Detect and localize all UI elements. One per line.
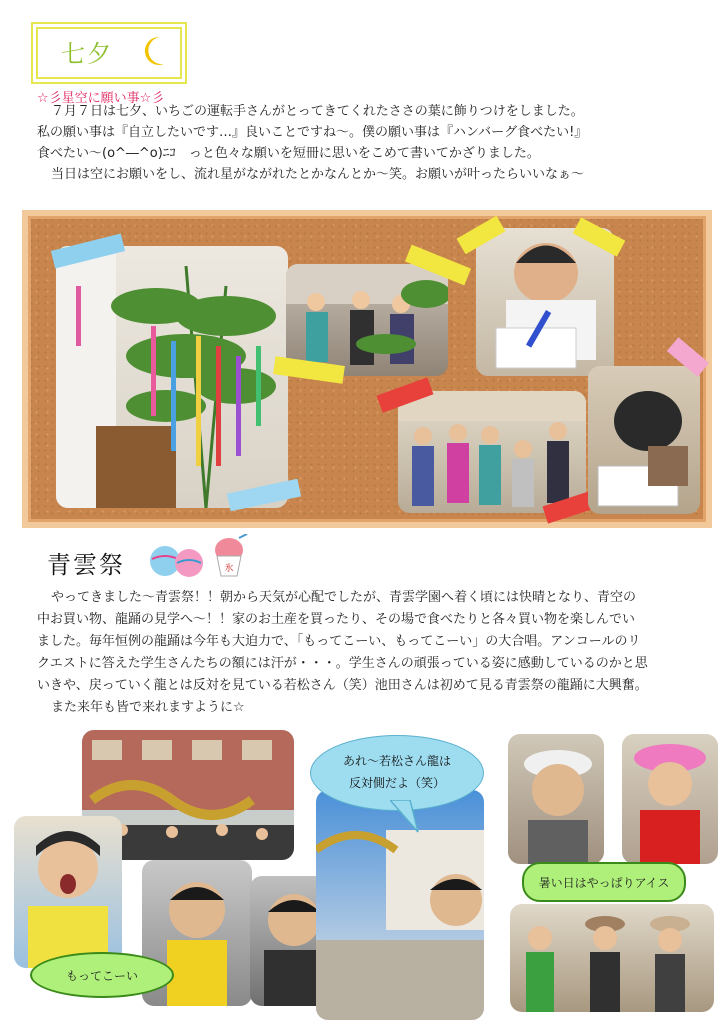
tanabata-title-box [31, 22, 187, 84]
seiunsai-paragraph-line: ました。毎年恒例の龍踊は今年も大迫力で、「もってこーい、もってこーい」の大合唱。アンコールのリ [37, 634, 641, 649]
seiunsai-paragraph-line: また来年も皆で来れますように☆ [51, 700, 245, 715]
tanabata-paragraph-line: 当日は空にお願いをし、流れ星がながれたとかなんとか～笑。お願いが叶ったらいいなぁ～ [51, 167, 585, 182]
tanabata-paragraph-line: ７月７日は七夕、いちごの運転手さんがとってきてくれたささの葉に飾りつけをしました。 [51, 104, 584, 119]
group-with-ice-photo [510, 904, 714, 1012]
seiunsai-title: 青雲祭 [47, 551, 125, 579]
cork-board [22, 210, 712, 528]
tanabata-subtitle: ☆彡星空に願い事☆彡 [37, 91, 165, 106]
shaved-ice-icon [213, 534, 249, 580]
seiunsai-paragraph-line: やってきました～青雲祭！！朝から天気が心配でしたが、青雲学園へ着く頃には快晴となり、青空の [51, 590, 637, 605]
seiunsai-paragraph-line: 中お買い物、龍踊の見学へ～！！家のお土産を買ったり、その場で食べたりと各々買い物を楽しんでい [37, 612, 636, 627]
water-balloon-icon [147, 537, 207, 581]
tanabata-paragraph-line: 食べたい～(o^―^o)ﾆｺ っと色々な願いを短冊に思いをこめて書いてかざりました。 [37, 146, 540, 161]
seiunsai-paragraph-line: クエストに答えた学生さんたちの額には汗が・・・。学生さんの頑張っている姿に感動しているのかと思 [37, 656, 648, 671]
speech-bubble-top-line2: 反対側だよ（笑） [348, 776, 445, 790]
woman-surprised-photo [14, 816, 122, 968]
crescent-moon-icon [138, 34, 172, 68]
decorating-group-photo [286, 264, 448, 376]
tanabata-paragraph-line: 私の願い事は『自立したいです…』良いことですね～。僕の願い事は『ハンバーグ食べたい!』 [37, 125, 588, 140]
motte-koi-bubble: もってこーい [30, 952, 174, 998]
speech-bubble-top-line1: あれ～若松さん龍は [342, 754, 451, 768]
group-standing-photo [398, 391, 586, 513]
seiunsai-paragraph-line: いきや、戻っていく龍とは反対を見ている若松さん（笑）池田さんは初めて見る青雲祭の龍踊に大興奮。 [37, 678, 648, 693]
man-eating-ice-photo [508, 734, 604, 864]
speech-bubble-tail [390, 800, 420, 834]
bamboo-decoration-photo [56, 246, 288, 508]
shaved-ice-label: 氷 [224, 564, 234, 574]
man-writing-wish-photo [476, 228, 614, 376]
ice-cream-bubble: 暑い日はやっぱりアイス [522, 862, 686, 902]
tanabata-title: 七夕 [61, 40, 113, 68]
person-writing-photo [588, 366, 700, 514]
woman-pink-hat-photo [622, 734, 718, 864]
